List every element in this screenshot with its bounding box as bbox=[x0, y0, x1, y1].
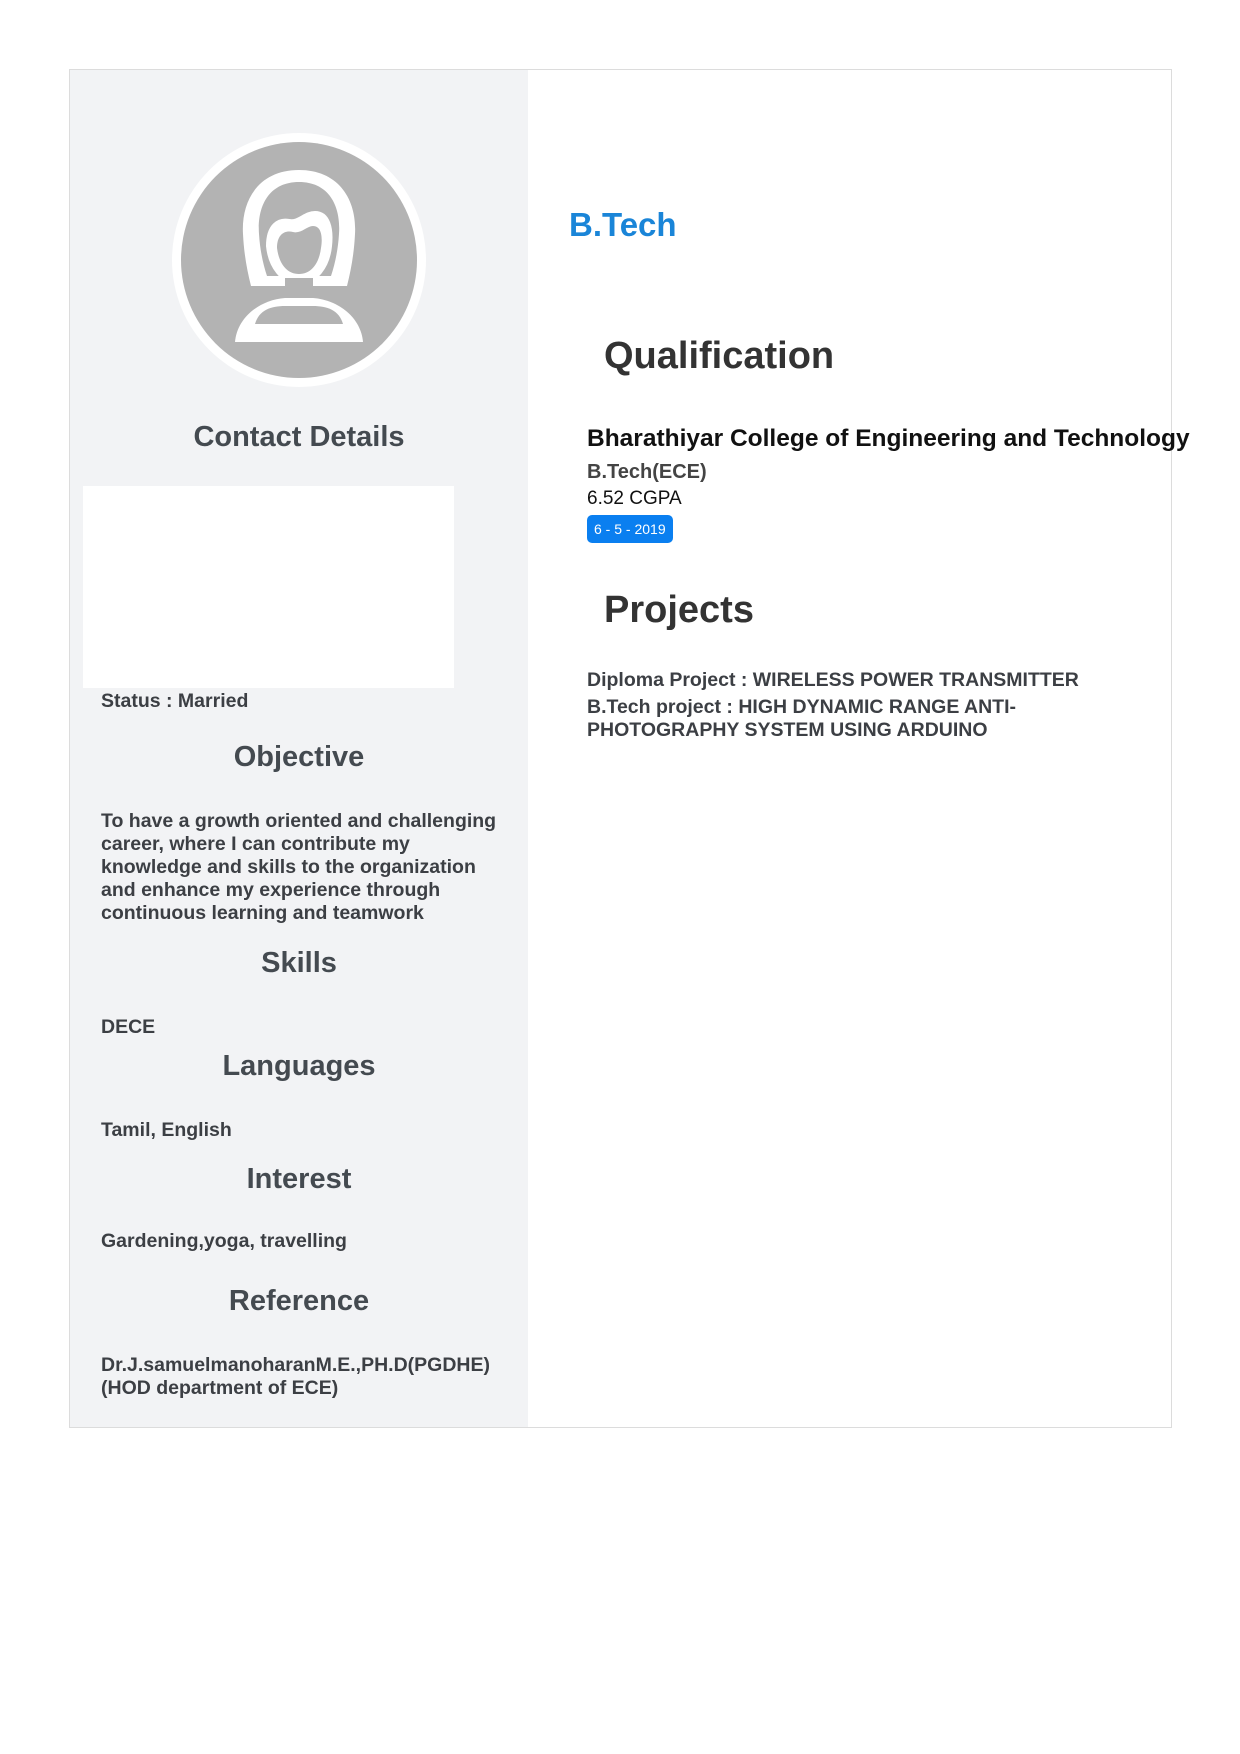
sidebar bbox=[70, 70, 528, 1427]
interest-heading: Interest bbox=[246, 1163, 352, 1195]
languages-text: Tamil, English bbox=[101, 1119, 232, 1141]
languages-heading: Languages bbox=[222, 1050, 376, 1082]
skills-heading: Skills bbox=[261, 947, 337, 979]
project-item: Diploma Project : WIRELESS POWER TRANSMITTER bbox=[587, 669, 1079, 691]
contact-details-box bbox=[83, 486, 454, 688]
person-silhouette-icon bbox=[181, 142, 417, 378]
projects-heading: Projects bbox=[604, 589, 754, 631]
qualification-heading: Qualification bbox=[604, 335, 835, 377]
objective-heading: Objective bbox=[233, 741, 365, 773]
resume-page bbox=[69, 69, 1190, 1428]
cgpa-value: 6.52 CGPA bbox=[587, 488, 682, 509]
reference-text: Dr.J.samuelmanoharanM.E.,PH.D(PGDHE)(HOD department of ECE) bbox=[101, 1354, 491, 1399]
college-name: Bharathiyar College of Engineering and Technology bbox=[587, 425, 1190, 452]
date-badge: 6 - 5 - 2019 bbox=[587, 515, 673, 543]
interest-text: Gardening,yoga, travelling bbox=[101, 1230, 347, 1252]
marital-status: Status : Married bbox=[101, 690, 249, 712]
avatar bbox=[172, 133, 426, 387]
degree-title: B.Tech bbox=[569, 206, 677, 243]
project-item: B.Tech project : HIGH DYNAMIC RANGE ANTI-PHOTOGRAPHY SYSTEM USING ARDUINO bbox=[587, 696, 1017, 741]
skills-text: DECE bbox=[101, 1016, 156, 1038]
objective-text: To have a growth oriented and challenging career, where I can contribute my knowledge and skills to the organization and enhance my experience through continuous learning and teamwork bbox=[101, 810, 497, 924]
main-content bbox=[528, 70, 1190, 1427]
contact-details-heading: Contact Details bbox=[193, 421, 405, 453]
course-name: B.Tech(ECE) bbox=[587, 461, 707, 483]
reference-heading: Reference bbox=[228, 1285, 370, 1317]
